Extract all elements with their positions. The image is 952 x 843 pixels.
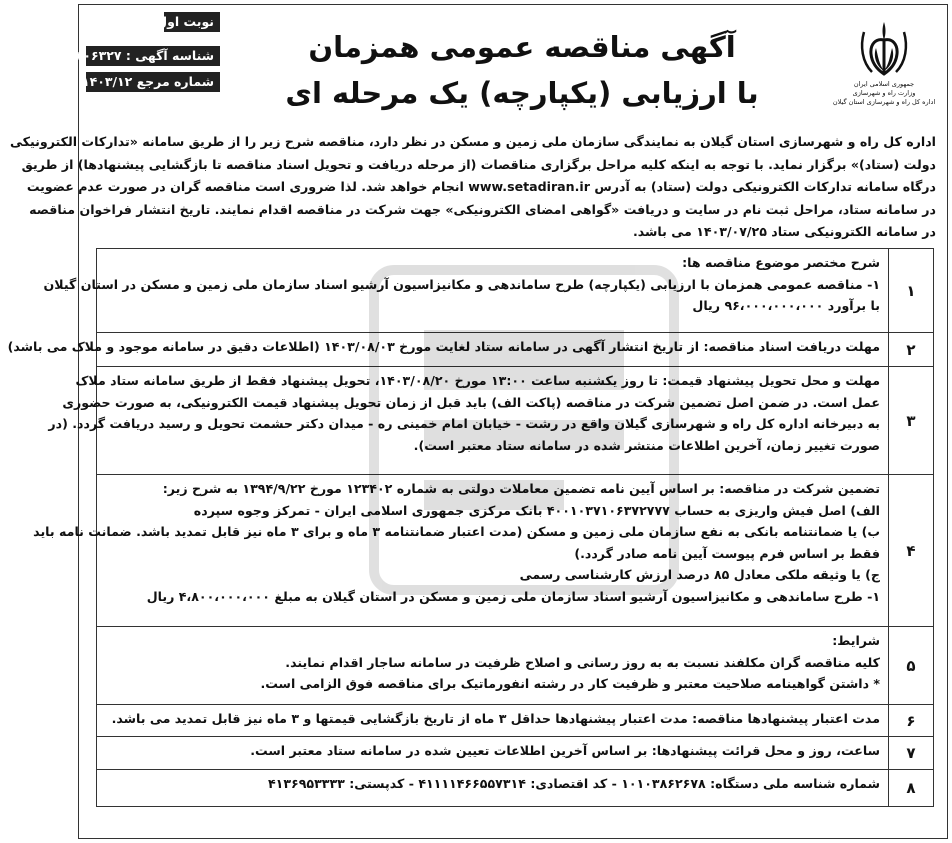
tender-details-table [7,248,934,807]
table-row [48,367,933,475]
row-line: ساعت، روز و محل قرائت پیشنهادها: بر اساس آخرین اطلاعات تعیین شده در سامانه ستاد معتبر است. [250,743,880,758]
row-line: ۱- طرح ساماندهی و مکانیزاسیون آرشیو اسناد سازمان ملی زمین و مسکن در استان گیلان به مبلغ ۴،۸۰۰،۰۰۰،۰۰۰ ریال [146,588,880,604]
row-content [97,770,888,806]
notice-page [7,0,952,843]
row-line: * داشتن گواهینامه صلاحیت معتبر و ظرفیت کار در رشته انفورماتیک برای مناقصه فوق الزامی است. [260,676,880,691]
table-row [97,737,933,770]
row-line: ۱- مناقصه عمومی همزمان با ارزیابی (یکپارچه) طرح ساماندهی و مکانیزاسیون آرشیو اسناد سازمان ملی زمین و مسکن در استان گیلان [43,276,880,292]
row-number: ۷ [888,737,933,769]
row-number: ۶ [888,705,933,736]
row-line: شرح مختصر موضوع مناقصه ها: [682,255,880,270]
row-line: با برآورد ۹۶،۰۰۰،۰۰۰،۰۰۰ ریال [692,298,880,313]
title-line-2: با ارزیابی (یکپارچه) یک مرحله ای [285,76,759,110]
intro-line: دولت (ستاد)» برگزار نماید. با توجه به اینکه کلیه مراحل برگزاری مناقصات (از مرحله دریافت و تحویل اسناد مناقصه تا بازگشایی پیشنهادها) از طریق [21,156,936,172]
row-line: عمل است. در ضمن اصل تضمین شرکت در مناقصه (پاکت الف) باید قبل از زمان تحویل پیشنهاد قیمت الکترونیکی، به صورت حضوری [62,394,880,410]
row-content [36,249,888,332]
round-badge: نوبت اول [164,12,220,32]
emblem-line-2: وزارت راه و شهرسازی [852,89,916,97]
row-content [0,333,888,366]
emblem-line-1: جمهوری اسلامی ایران [853,80,915,88]
table-row [33,475,933,627]
intro-line: درگاه سامانه تدارکات الکترونیکی دولت (ستاد) به آدرس www.setadiran.ir انجام خواهد شد. لذا ضروری است مناقصه گران در صورت عدم عضویت [26,179,936,194]
row-number: ۲ [888,333,933,366]
row-content [40,367,888,474]
intro-paragraph [9,131,936,244]
row-number: ۴ [888,475,933,626]
intro-line: اداره کل راه و شهرسازی استان گیلان به نمایندگی سازمان ملی زمین و مسکن در نظر دارد، مناقصه شرح زیر را از طریق سامانه «تدارکات الکترونیکی [9,134,936,149]
row-content [97,737,888,769]
reference-number-badge: شماره مرجع ۱۴۰۳/۱۲ [86,72,220,92]
row-number: ۳ [888,367,933,474]
emblem-line-3: اداره کل راه و شهرسازی استان گیلان [832,98,936,106]
row-line: به دبیرخانه اداره کل راه و شهرسازی گیلان واقع در رشت - خیابان امام خمینی ره - میدان دکتر حشمت تحویل و رسید دریافت گردد. (در [48,416,880,431]
row-line: مهلت دریافت اسناد مناقصه: از تاریخ انتشار آگهی در سامانه ستاد لغایت مورخ ۱۴۰۳/۰۸/۰۳ (اطلاعات دقیق در سامانه موجود و ملاک می باشد) [7,339,880,354]
row-number: ۵ [888,627,933,704]
row-number: ۸ [888,770,933,806]
row-content [97,705,888,736]
row-line: ب) یا ضمانتنامه بانکی به نفع سازمان ملی زمین و مسکن (مدت اعتبار ضمانتنامه ۳ ماه و برای ۳ ماه نیز قابل تمدید باشد. ضمانت نامه باید [33,524,880,539]
notice-number-badge: شناسه آگهی : ۱۸۰۶۳۲۷ [86,46,220,66]
row-content [25,475,888,626]
row-line: ج) یا وثیقه ملکی معادل ۸۵ درصد ارزش کارشناسی رسمی [519,567,880,582]
intro-line: در سامانه الکترونیکی ستاد ۱۴۰۳/۰۷/۲۵ می باشد. [632,224,936,239]
intro-line: در سامانه ستاد، مراحل ثبت نام در سایت و دریافت «گواهی امضای الکترونیکی» جهت شرکت در مناقصه اقدام نمایند. تاریخ انتشار فراخوان مناقصه [29,201,936,217]
table-row [97,705,933,737]
row-line: تضمین شرکت در مناقصه: بر اساس آیین نامه تضمین معاملات دولتی به شماره ۱۲۳۴۰۲ مورخ ۱۳۹۴/۹/۲۲ به شرح زیر: [162,481,880,496]
row-line: شرایط: [832,633,880,648]
row-line: صورت تغییر زمان، آخرین اطلاعات منتشر شده در سامانه ستاد معتبر است). [413,437,880,453]
row-line: شماره شناسه ملی دستگاه: ۱۰۱۰۳۸۶۲۶۷۸ - کد اقتصادی: ۴۱۱۱۱۴۶۶۵۵۷۳۱۴ - کدپستی: ۴۱۳۶۹۵۳۳۳۳ [267,776,880,791]
row-line: مهلت و محل تحویل پیشنهاد قیمت: تا روز یکشنبه ساعت ۱۳:۰۰ مورخ ۱۴۰۳/۰۸/۲۰، تحویل پیشنهاد فقط از طریق سامانه ستاد ملاک [75,373,880,388]
table-row [43,249,933,333]
table-row [97,770,933,806]
table-row [97,627,933,705]
row-line: الف) اصل فیش واریزی به حساب ۴۰۰۱۰۳۷۱۰۶۳۷۲۷۷۷ بانک مرکزی جمهوری اسلامی ایران - تمرکز وجوه سپرده [193,502,880,518]
row-content [97,627,888,704]
header [68,0,952,130]
title-line-1: آگهی مناقصه عمومی همزمان [308,30,736,64]
table-row [7,333,933,367]
title-block [242,24,802,116]
row-line: مدت اعتبار پیشنهادها مناقصه: مدت اعتبار پیشنهادها حداقل ۳ ماه از تاریخ بازگشایی قیمتها و ۳ ماه نیز قابل تمدید می باشد. [111,711,880,726]
row-number: ۱ [888,249,933,332]
emblem [830,18,938,118]
row-line: کلیه مناقصه گران مکلفند نسبت به به روز رسانی و اصلاح ظرفیت در سامانه ساجار اقدام نمایند. [285,654,880,670]
row-line: فقط بر اساس فرم پیوست آیین نامه صادر گردد.) [574,545,880,561]
iran-emblem-icon [854,18,914,80]
